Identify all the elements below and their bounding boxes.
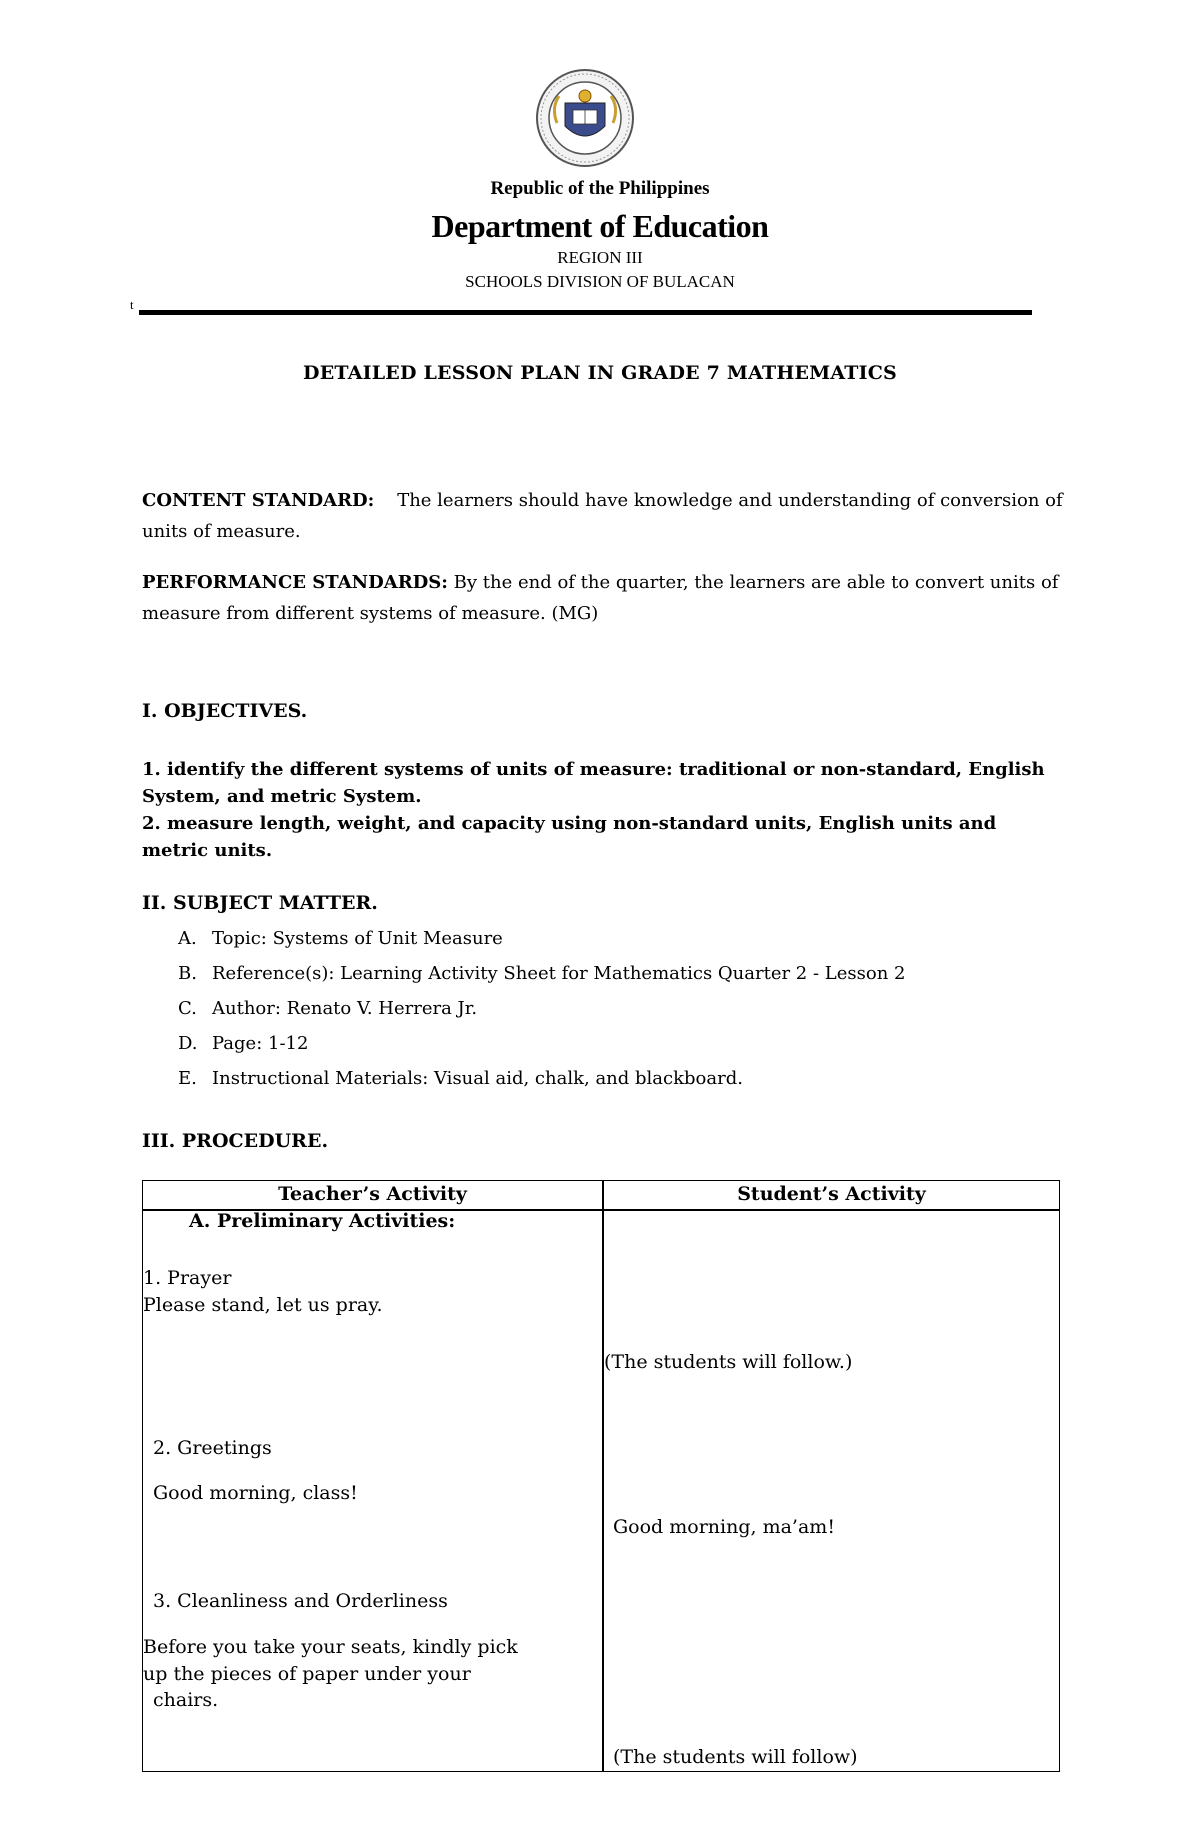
stray-mark: t [130,297,134,312]
prayer-title: 1. Prayer [143,1267,232,1289]
region-line: REGION III [557,248,643,267]
cleanliness-text-line: chairs. [153,1689,219,1711]
list-item: B. Reference(s): Learning Activity Sheet for Mathematics Quarter 2 - Lesson 2 [178,963,906,984]
performance-standards-label: PERFORMANCE STANDARDS: [142,572,448,593]
content-standard-label: CONTENT STANDARD: [142,490,375,511]
objectives-heading: I. OBJECTIVES. [142,700,308,722]
header-divider [139,310,1032,315]
student-activity-header: Student’s Activity [737,1183,926,1205]
subject-matter-heading: II. SUBJECT MATTER. [142,892,378,914]
republic-line: Republic of the Philippines [490,178,710,199]
division-line: SCHOOLS DIVISION OF BULACAN [465,272,735,291]
cleanliness-response: (The students will follow) [613,1746,858,1768]
greetings-title: 2. Greetings [153,1437,272,1459]
list-item: D. Page: 1-12 [178,1033,309,1054]
list-item: A. Topic: Systems of Unit Measure [178,928,503,949]
objective-item: 2. measure length, weight, and capacity using non-standard units, English units and metric units. [142,813,997,861]
objective-item: 1. identify the different systems of units of measure: traditional or non-standard, English System, and metric System. [142,759,1045,807]
content-standard-text: The learners should have knowledge and understanding of conversion of units of measure. [142,490,1063,542]
list-item: E. Instructional Materials: Visual aid, chalk, and blackboard. [178,1068,743,1089]
performance-standards-text: By the end of the quarter, the learners are able to convert units of measure from different systems of measure. (MG) [142,572,1059,624]
deped-seal-icon [535,68,635,168]
procedure-heading: III. PROCEDURE. [142,1130,329,1152]
department-title: Department of Education [431,208,769,244]
cleanliness-title: 3. Cleanliness and Orderliness [153,1590,448,1612]
lesson-plan-title: DETAILED LESSON PLAN IN GRADE 7 MATHEMATICS [303,362,897,384]
preliminary-activities-heading: A. Preliminary Activities: [189,1210,456,1232]
prayer-response: (The students will follow.) [604,1351,853,1373]
prayer-text: Please stand, let us pray. [143,1294,383,1316]
greetings-response: Good morning, ma’am! [613,1516,835,1538]
cleanliness-text-line: Before you take your seats, kindly pick [143,1636,518,1658]
procedure-table [142,1180,1060,1772]
list-item: C. Author: Renato V. Herrera Jr. [178,998,478,1019]
performance-standards [142,567,1067,629]
subject-matter-list [178,921,905,1096]
column-divider [602,1181,604,1771]
greetings-text: Good morning, class! [153,1482,358,1504]
cleanliness-text-line: up the pieces of paper under your [143,1663,471,1685]
teacher-activity-header: Teacher’s Activity [278,1183,467,1205]
content-standard [142,485,1067,547]
